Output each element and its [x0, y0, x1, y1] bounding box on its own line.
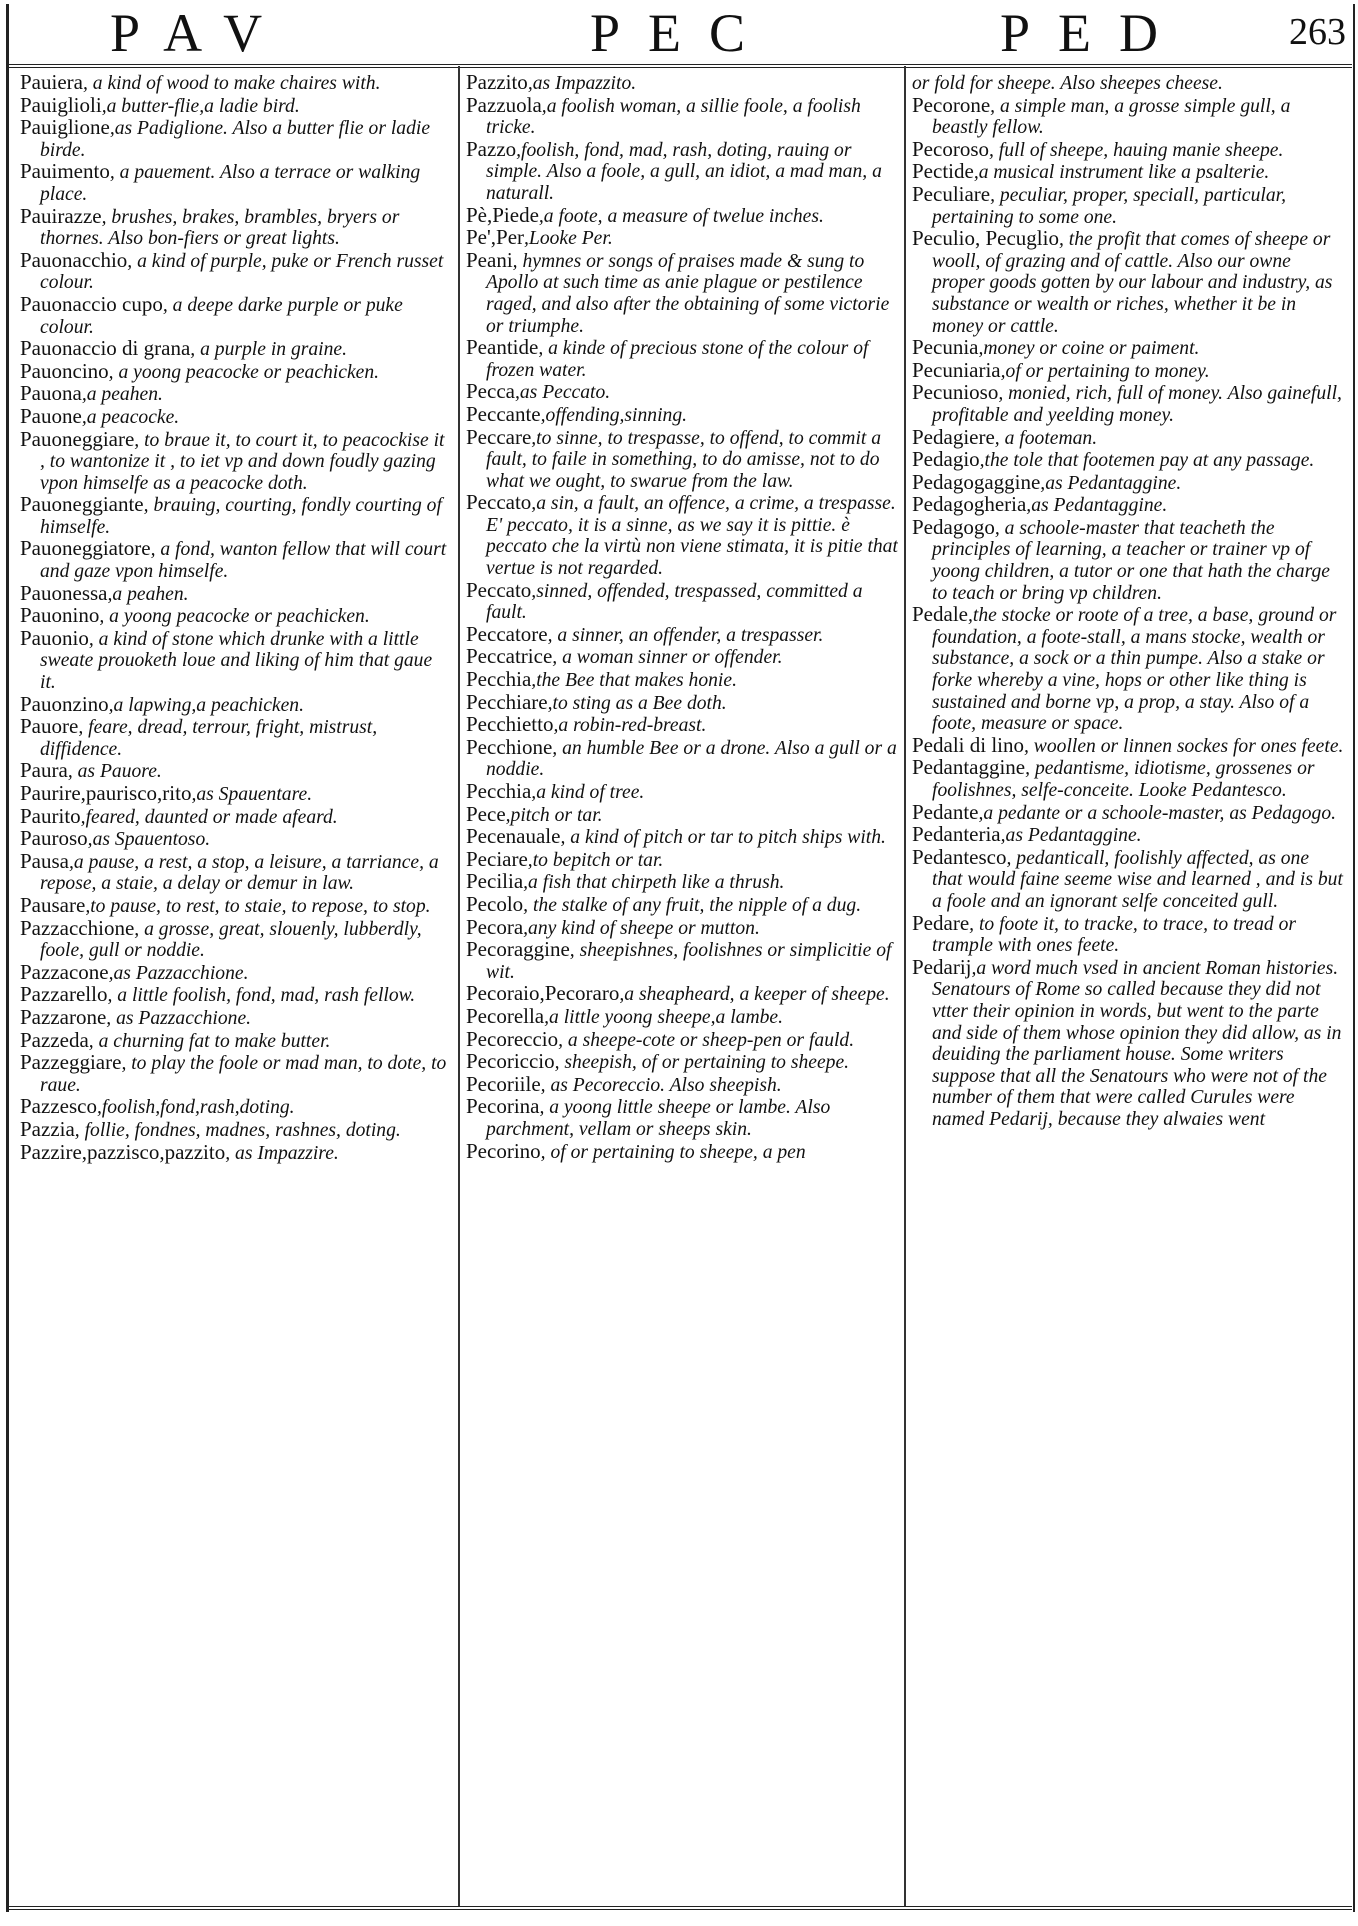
header-right: PED	[1000, 3, 1187, 63]
dictionary-entry	[466, 577, 898, 624]
headword: Pecchiare	[466, 689, 548, 714]
headword: Pedantesco	[912, 844, 1007, 869]
headword: Pauoncino	[20, 358, 109, 383]
headword: Pauone	[20, 403, 82, 428]
dictionary-entry	[466, 801, 898, 827]
dictionary-entry	[912, 799, 1344, 825]
definition: , a sinner, an offender, a trespasser.	[547, 624, 824, 646]
definition: ,as Padiglione. Also a butter flie or ladie birde.	[40, 118, 431, 161]
definition: , as Pecoreccio. Also sheepish.	[540, 1074, 782, 1096]
definition: , a fond, wanton fellow that will court and gaze vpon himselfe.	[40, 539, 447, 583]
definition: ,to sinne, to trespasse, to offend, to commit a fault, to faile in something, to do amisse, not to do what we ought, to swarue from the law.	[486, 427, 882, 492]
headword: Peculio, Pecuglio	[912, 226, 1059, 251]
headword: Pecorone	[912, 92, 991, 117]
dictionary-entry	[20, 338, 450, 361]
headword: Pauonio	[20, 625, 89, 650]
header-rule	[6, 64, 1352, 68]
dictionary-entry	[20, 291, 450, 338]
dictionary-entry	[912, 844, 1344, 913]
definition: ,as Impazzito.	[527, 73, 637, 94]
dictionary-entry	[466, 914, 898, 940]
headword: Peciare	[466, 846, 528, 871]
headword: Pecora	[466, 914, 524, 939]
definition: ,the Bee that makes honie.	[531, 670, 737, 692]
headword: Pauoneggiante	[20, 492, 144, 517]
dictionary-entry	[466, 202, 898, 228]
headword: Pazzacchione	[20, 915, 135, 940]
dictionary-entry	[912, 824, 1344, 847]
headword: Pecoreccio	[466, 1026, 559, 1051]
definition: , as Pauore.	[67, 761, 162, 783]
headword: Pecchione	[466, 734, 553, 759]
dictionary-entry	[20, 691, 450, 717]
dictionary-entry	[20, 1096, 450, 1119]
definition: , a purple in graine.	[190, 339, 348, 361]
definition: ,offending,sinning.	[540, 404, 688, 426]
dictionary-entry	[20, 848, 450, 895]
dictionary-entry	[466, 689, 898, 715]
running-header	[0, 0, 1358, 66]
dictionary-entry	[466, 669, 898, 692]
headword: Pecchia	[466, 779, 532, 803]
definition: , a grosse, great, slouenly, lubberdly, foole, gull or noddie.	[40, 918, 422, 962]
dictionary-entry	[466, 891, 898, 917]
dictionary-entry	[466, 826, 898, 849]
definition: ,of or pertaining to money.	[1000, 360, 1210, 382]
dictionary-entry	[20, 892, 450, 918]
definition: , as Impazzire.	[225, 1142, 339, 1164]
definition: ,a foolish woman, a sillie foole, a foolish tricke.	[486, 95, 861, 139]
definition: , brauing, courting, fondly courting of himselfe.	[40, 495, 442, 538]
headword: Peccato	[466, 577, 532, 602]
dictionary-entry	[20, 1116, 450, 1142]
dictionary-entry	[466, 247, 898, 337]
dictionary-entry	[466, 227, 898, 250]
definition: ,a pause, a rest, a stop, a leisure, a tarriance, a repose, a staie, a delay or demur in law.	[40, 851, 439, 895]
header-center: PEC	[590, 3, 774, 63]
headword: Pedali di lino	[912, 732, 1024, 757]
definition: , hymnes or songs of praises made & sung to Apollo at such time as anie plague or pestilence raged, and also after the obtaining of some victorie or triumphe.	[486, 250, 890, 337]
headword: Pauoneggiatore	[20, 536, 151, 561]
headword: Pedagogaggine	[912, 469, 1041, 494]
definition: ,any kind of sheepe or mutton.	[523, 917, 760, 939]
definition: or fold for sheepe. Also sheepes cheese.	[912, 73, 1223, 94]
dictionary-entry	[20, 828, 450, 851]
dictionary-entry	[466, 381, 898, 404]
dictionary-entry	[466, 983, 898, 1006]
dictionary-entry	[466, 72, 898, 95]
headword: Pedagogo	[912, 514, 995, 539]
dictionary-entry	[466, 136, 898, 205]
dictionary-entry	[20, 383, 450, 406]
headword: Pecchia	[466, 667, 532, 692]
dictionary-entry	[466, 871, 898, 894]
headword: Pecoriccio	[466, 1049, 555, 1074]
headword: Pazzarello	[20, 982, 108, 1007]
column-divider	[904, 66, 906, 1906]
headword: Paura	[20, 758, 68, 783]
dictionary-entry	[466, 1096, 898, 1140]
headword: Peccare	[466, 424, 532, 449]
definition: , to braue it, to court it, to peacockise it , to wantonize it , to iet vp and down foudly gazing vpon himselfe as a peacocke doth.	[40, 429, 445, 494]
definition: , a schoole-master that teacheth the principles of learning, a teacher or trainer vp of yoong children, a tutor or one that hath the charge to teach or bring vp children.	[932, 517, 1330, 604]
page-number: 263	[1289, 11, 1346, 53]
definition: , the profit that comes of sheepe or wooll, of grazing and of cattle. Also our owne proper goods gotten by our labour and industry, as substance or wealth or riches, whether it be in money or cattle.	[932, 229, 1333, 337]
dictionary-entry	[912, 92, 1344, 139]
dictionary-entry	[466, 1026, 898, 1052]
dictionary-entry	[20, 203, 450, 250]
definition: ,a foote, a measure of twelue inches.	[538, 205, 824, 227]
definition: , a deepe darke purple or puke colour.	[40, 294, 403, 338]
definition: ,to pause, to rest, to staie, to repose, to stop.	[85, 895, 431, 917]
definition: ,a robin-red-breast.	[553, 715, 707, 737]
headword: Pedale	[912, 602, 968, 627]
definition: , an humble Bee or a drone. Also a gull or a noddie.	[486, 737, 897, 781]
definition: , a little foolish, fond, mad, rash fellow.	[107, 985, 416, 1007]
definition: , peculiar, proper, speciall, particular, pertaining to some one.	[932, 184, 1287, 228]
headword: Pauiglioli	[20, 92, 102, 117]
header-left: PAV	[110, 3, 291, 63]
headword: Peccato	[466, 490, 532, 515]
headword: Pedanteria	[912, 822, 1001, 847]
dictionary-entry	[20, 959, 450, 985]
dictionary-entry	[466, 401, 898, 427]
dictionary-entry	[466, 1071, 898, 1097]
definition: ,sinned, offended, trespassed, committed a fault.	[486, 580, 863, 624]
dictionary-entry	[20, 247, 450, 294]
headword: Pecunioso	[912, 380, 999, 405]
dictionary-entry	[20, 358, 450, 384]
definition: , as Pazzacchione.	[106, 1007, 252, 1029]
definition: , a pauement. Also a terrace or walking place.	[40, 162, 421, 205]
dictionary-entry	[20, 783, 450, 806]
dictionary-entry	[20, 984, 450, 1007]
definition: , sheepish, of or pertaining to sheepe.	[554, 1052, 850, 1074]
dictionary-entry	[466, 781, 898, 804]
dictionary-entry	[912, 424, 1344, 450]
definition: ,the stocke or roote of a tree, a base, ground or foundation, a foote-stall, a mans stocke, wealth or substance, a sock or a thin pumpe. Also a stake or forke whereby a vine, hops or other like thing is sustained and borne vp, a prop, a stay. Also of a foote, measure or space.	[932, 605, 1337, 735]
dictionary-entry	[466, 846, 898, 872]
headword: Pe',Per	[466, 225, 525, 250]
dictionary-entry	[912, 161, 1344, 184]
definition: ,a fish that chirpeth like a thrush.	[523, 872, 785, 894]
dictionary-entry	[912, 514, 1344, 604]
definition: , sheepishnes, foolishnes or simplicitie of wit.	[486, 940, 892, 983]
dictionary-entry	[466, 424, 898, 493]
headword: Pauonzino	[20, 691, 109, 716]
dictionary-entry	[20, 494, 450, 538]
dictionary-entry	[466, 621, 898, 647]
headword: Pecoriile	[466, 1071, 541, 1096]
headword: Paurito	[20, 803, 81, 828]
dictionary-entry	[912, 357, 1344, 383]
dictionary-entry	[20, 760, 450, 783]
dictionary-entry	[20, 1004, 450, 1030]
dictionary-entry	[466, 646, 898, 669]
headword: Peani	[466, 247, 513, 272]
dictionary-entry	[912, 449, 1344, 472]
definition: , full of sheepe, hauing manie sheepe.	[989, 139, 1284, 161]
definition: ,a peacocke.	[81, 406, 180, 428]
definition: ,a pedante or a schoole-master, as Pedagogo.	[978, 802, 1337, 824]
dictionary-entry	[912, 469, 1344, 495]
headword: Pazzesco	[20, 1094, 97, 1119]
dictionary-entry	[20, 92, 450, 118]
definition: ,a butter-flie,a ladie bird.	[101, 95, 300, 117]
definition: , to play the foole or mad man, to dote, to raue.	[40, 1053, 447, 1096]
definition: ,feared, daunted or made afeard.	[80, 806, 338, 828]
definition: ,pitch or tar.	[505, 804, 603, 826]
definition: ,as Spauentoso.	[87, 829, 211, 851]
dictionary-entry	[912, 72, 1344, 95]
headword: Pecuniaria	[912, 357, 1001, 382]
definition: , feare, dread, terrour, fright, mistrust, diffidence.	[40, 717, 378, 760]
headword: Pecorino	[466, 1138, 541, 1163]
definition: ,to bepitch or tar.	[527, 849, 664, 871]
headword: Pedantaggine	[912, 755, 1026, 780]
headword: Pazzo	[466, 136, 517, 161]
headword: Pecoraggine	[466, 937, 570, 962]
headword: Peccatore	[466, 621, 548, 646]
dictionary-entry	[912, 732, 1344, 758]
definition: ,a kind of tree.	[531, 782, 645, 803]
column-left	[20, 72, 450, 1902]
dictionary-entry	[20, 1052, 450, 1096]
headword: Pece	[466, 801, 506, 826]
definition: ,a word much vsed in ancient Roman histories. Senatours of Rome so called because they did not vtter their opinion in words, but went to the parte and side of them whose opinion they did allow, as in deuiding the parliament house. Some writers suppose that all the Senatours who were not of the number of them that were called Curules were named Pedarij, because they alwaies went	[932, 957, 1342, 1130]
dictionary-entry	[912, 181, 1344, 228]
headword: Pauiera	[20, 72, 83, 94]
headword: Pauiglione	[20, 115, 110, 140]
headword: Pauoneggiare	[20, 426, 135, 451]
dictionary-entry	[466, 1138, 898, 1164]
definition: , the stalke of any fruit, the nipple of a dug.	[523, 894, 862, 916]
dictionary-entry	[20, 915, 450, 962]
headword: Peculiare	[912, 181, 991, 206]
definition: , a kind of pitch or tar to pitch ships with.	[560, 827, 886, 849]
definition: ,foolish,fond,rash,doting.	[96, 1097, 295, 1119]
definition: , brushes, brakes, brambles, bryers or thornes. Also bon-fiers or great lights.	[40, 206, 400, 250]
dictionary-entry	[20, 625, 450, 694]
definition: ,a sin, a fault, an offence, a crime, a trespasse. E' peccato, it is a sinne, as we say it is pittie. è peccato che la virtù non viene stimata, it is pitie that vertue is not regarded.	[486, 493, 898, 580]
definition: , follie, fondnes, madnes, rashnes, doting.	[74, 1119, 401, 1141]
definition: ,a peahen.	[107, 583, 189, 605]
dictionary-entry	[20, 580, 450, 606]
headword: Pedagogheria	[912, 492, 1027, 517]
definition: ,foolish, fond, mad, rash, doting, rauing or simple. Also a foole, a gull, an idiot, a mad man, a naturall.	[486, 139, 882, 204]
dictionary-entry	[20, 117, 450, 161]
dictionary-entry	[912, 954, 1344, 1131]
definition: ,a peahen.	[81, 384, 163, 406]
headword: Pazzito	[466, 72, 528, 94]
definition: , a kind of purple, puke or French russet colour.	[40, 250, 444, 294]
dictionary-entry	[20, 72, 450, 95]
dictionary-entry	[912, 757, 1344, 801]
headword: Pedagio	[912, 447, 980, 472]
definition: , pedanticall, foolishly affected, as one that would faine seeme wise and learned , and is but a foole and an ignorant selfe conceited gull.	[932, 847, 1343, 912]
dictionary-entry	[20, 1027, 450, 1053]
definition: ,as Pedantaggine.	[1000, 825, 1142, 847]
dictionary-entry	[20, 716, 450, 760]
headword: Pazzia	[20, 1116, 75, 1141]
definition: ,a lapwing,a peachicken.	[108, 694, 305, 716]
headword: Pedagiere	[912, 424, 995, 449]
dictionary-entry	[466, 1003, 898, 1029]
definition: ,as Pazzacchione.	[108, 962, 249, 984]
column-middle	[466, 72, 898, 1902]
definition: ,as Spauentare.	[191, 784, 313, 805]
dictionary-entry	[912, 228, 1344, 337]
dictionary-entry	[466, 492, 898, 579]
headword: Pazzacone	[20, 959, 109, 984]
headword: Pauonaccio di grana	[20, 336, 191, 361]
headword: Pazzeda	[20, 1027, 89, 1052]
headword: Pauroso	[20, 826, 88, 851]
headword: Pazzarone	[20, 1004, 107, 1029]
dictionary-entry	[20, 605, 450, 628]
headword: Pecolo	[466, 891, 524, 916]
headword: Pausare	[20, 892, 86, 917]
definition: ,as Pedantaggine.	[1040, 472, 1182, 494]
definition: ,as Peccato.	[514, 382, 611, 404]
dictionary-entry	[912, 910, 1344, 957]
headword: Pazzeggiare	[20, 1050, 122, 1075]
headword: Peantide	[466, 335, 539, 360]
dictionary-entry	[466, 734, 898, 781]
dictionary-entry	[20, 161, 450, 205]
definition: ,to sting as a Bee doth.	[547, 692, 727, 714]
definition: , a footeman.	[994, 427, 1098, 449]
definition: ,as Pedantaggine.	[1026, 495, 1168, 517]
definition: , of or pertaining to sheepe, a pen	[540, 1141, 806, 1163]
headword: Pauona	[20, 381, 82, 406]
headword: Pauore	[20, 714, 79, 739]
dictionary-entry	[912, 604, 1344, 735]
definition: ,a little yoong sheepe,a lambe.	[544, 1006, 784, 1028]
definition: ,a musical instrument like a psalterie.	[973, 162, 1270, 184]
dictionary-entry	[466, 1051, 898, 1074]
column-divider	[458, 66, 460, 1906]
definition: , monied, rich, full of money. Also gainefull, profitable and yeelding money.	[932, 383, 1342, 426]
definition: ,Looke Per.	[524, 228, 613, 250]
dictionary-entry	[20, 538, 450, 582]
headword: Peccante	[466, 401, 541, 426]
definition: , a woman sinner or offender.	[552, 647, 783, 669]
definition: , a yoong little sheepe or lambe. Also parchment, vellam or sheeps skin.	[486, 1097, 831, 1140]
definition: , a sheepe-cote or sheep-pen or fauld.	[558, 1029, 855, 1051]
headword: Pauirazze	[20, 203, 102, 228]
headword: Pecorella	[466, 1003, 545, 1028]
dictionary-entry	[912, 136, 1344, 162]
headword: Pectide	[912, 159, 974, 184]
dictionary-entry	[466, 92, 898, 139]
definition: , a kind of wood to make chaires with.	[82, 73, 381, 94]
dictionary-entry	[20, 803, 450, 829]
definition: , pedantisme, idiotisme, grossenes or foolishnes, selfe-conceite. Looke Pedantesco.	[932, 758, 1315, 801]
definition: , a kinde of precious stone of the colour of frozen water.	[486, 338, 869, 381]
definition: ,the tole that footemen pay at any passage.	[979, 450, 1315, 472]
headword: Pausa	[20, 848, 69, 873]
dictionary-entry	[466, 714, 898, 737]
headword: Pedante	[912, 799, 979, 824]
column-right	[912, 72, 1344, 1902]
definition: , woollen or linnen sockes for ones feete.	[1024, 735, 1344, 757]
definition: , a churning fat to make butter.	[88, 1030, 331, 1052]
definition: , a yoong peacocke or peachicken.	[99, 606, 370, 628]
dictionary-entry	[912, 382, 1344, 426]
headword: Pecorina	[466, 1094, 540, 1119]
headword: Pauonessa	[20, 580, 108, 605]
headword: Pauonino	[20, 603, 100, 628]
headword: Peccatrice	[466, 644, 553, 669]
headword: Pedare	[912, 910, 970, 935]
headword: Pè,Piede	[466, 202, 539, 227]
headword: Pauonaccio cupo	[20, 291, 163, 316]
headword: Pedarij	[912, 954, 972, 979]
dictionary-entry	[20, 1139, 450, 1165]
definition: ,money or coine or paiment.	[978, 338, 1200, 360]
definition: , a yoong peacocke or peachicken.	[108, 361, 380, 383]
dictionary-entry	[466, 939, 898, 983]
dictionary-entry	[20, 426, 450, 495]
headword: Pecoraio,Pecoraro	[466, 981, 620, 1006]
headword: Pauimento	[20, 159, 110, 184]
headword: Pazzire,pazzisco,pazzito	[20, 1139, 226, 1164]
dictionary-entry	[912, 494, 1344, 517]
definition: , a simple man, a grosse simple gull, a beastly fellow.	[932, 95, 1291, 139]
definition: , a kind of stone which drunke with a little sweate prouoketh loue and liking of him that gaue it.	[40, 628, 433, 694]
headword: Pazzuola	[466, 92, 542, 117]
headword: Pecunia	[912, 335, 979, 360]
headword: Pecenauale	[466, 824, 561, 849]
definition: , to foote it, to tracke, to trace, to tread or trample with ones feete.	[932, 913, 1297, 957]
definition: ,a sheapheard, a keeper of sheepe.	[619, 984, 890, 1006]
dictionary-entry	[466, 337, 898, 381]
dictionary-entry	[912, 337, 1344, 360]
dictionary-entry	[20, 403, 450, 429]
headword: Pecchietto	[466, 712, 554, 737]
headword: Pecilia	[466, 869, 524, 894]
headword: Pauonacchio	[20, 247, 128, 272]
headword: Paurire,paurisco,rito	[20, 781, 192, 805]
footer-rule	[6, 1906, 1352, 1910]
headword: Pecoroso	[912, 136, 989, 161]
headword: Pecca	[466, 379, 515, 404]
